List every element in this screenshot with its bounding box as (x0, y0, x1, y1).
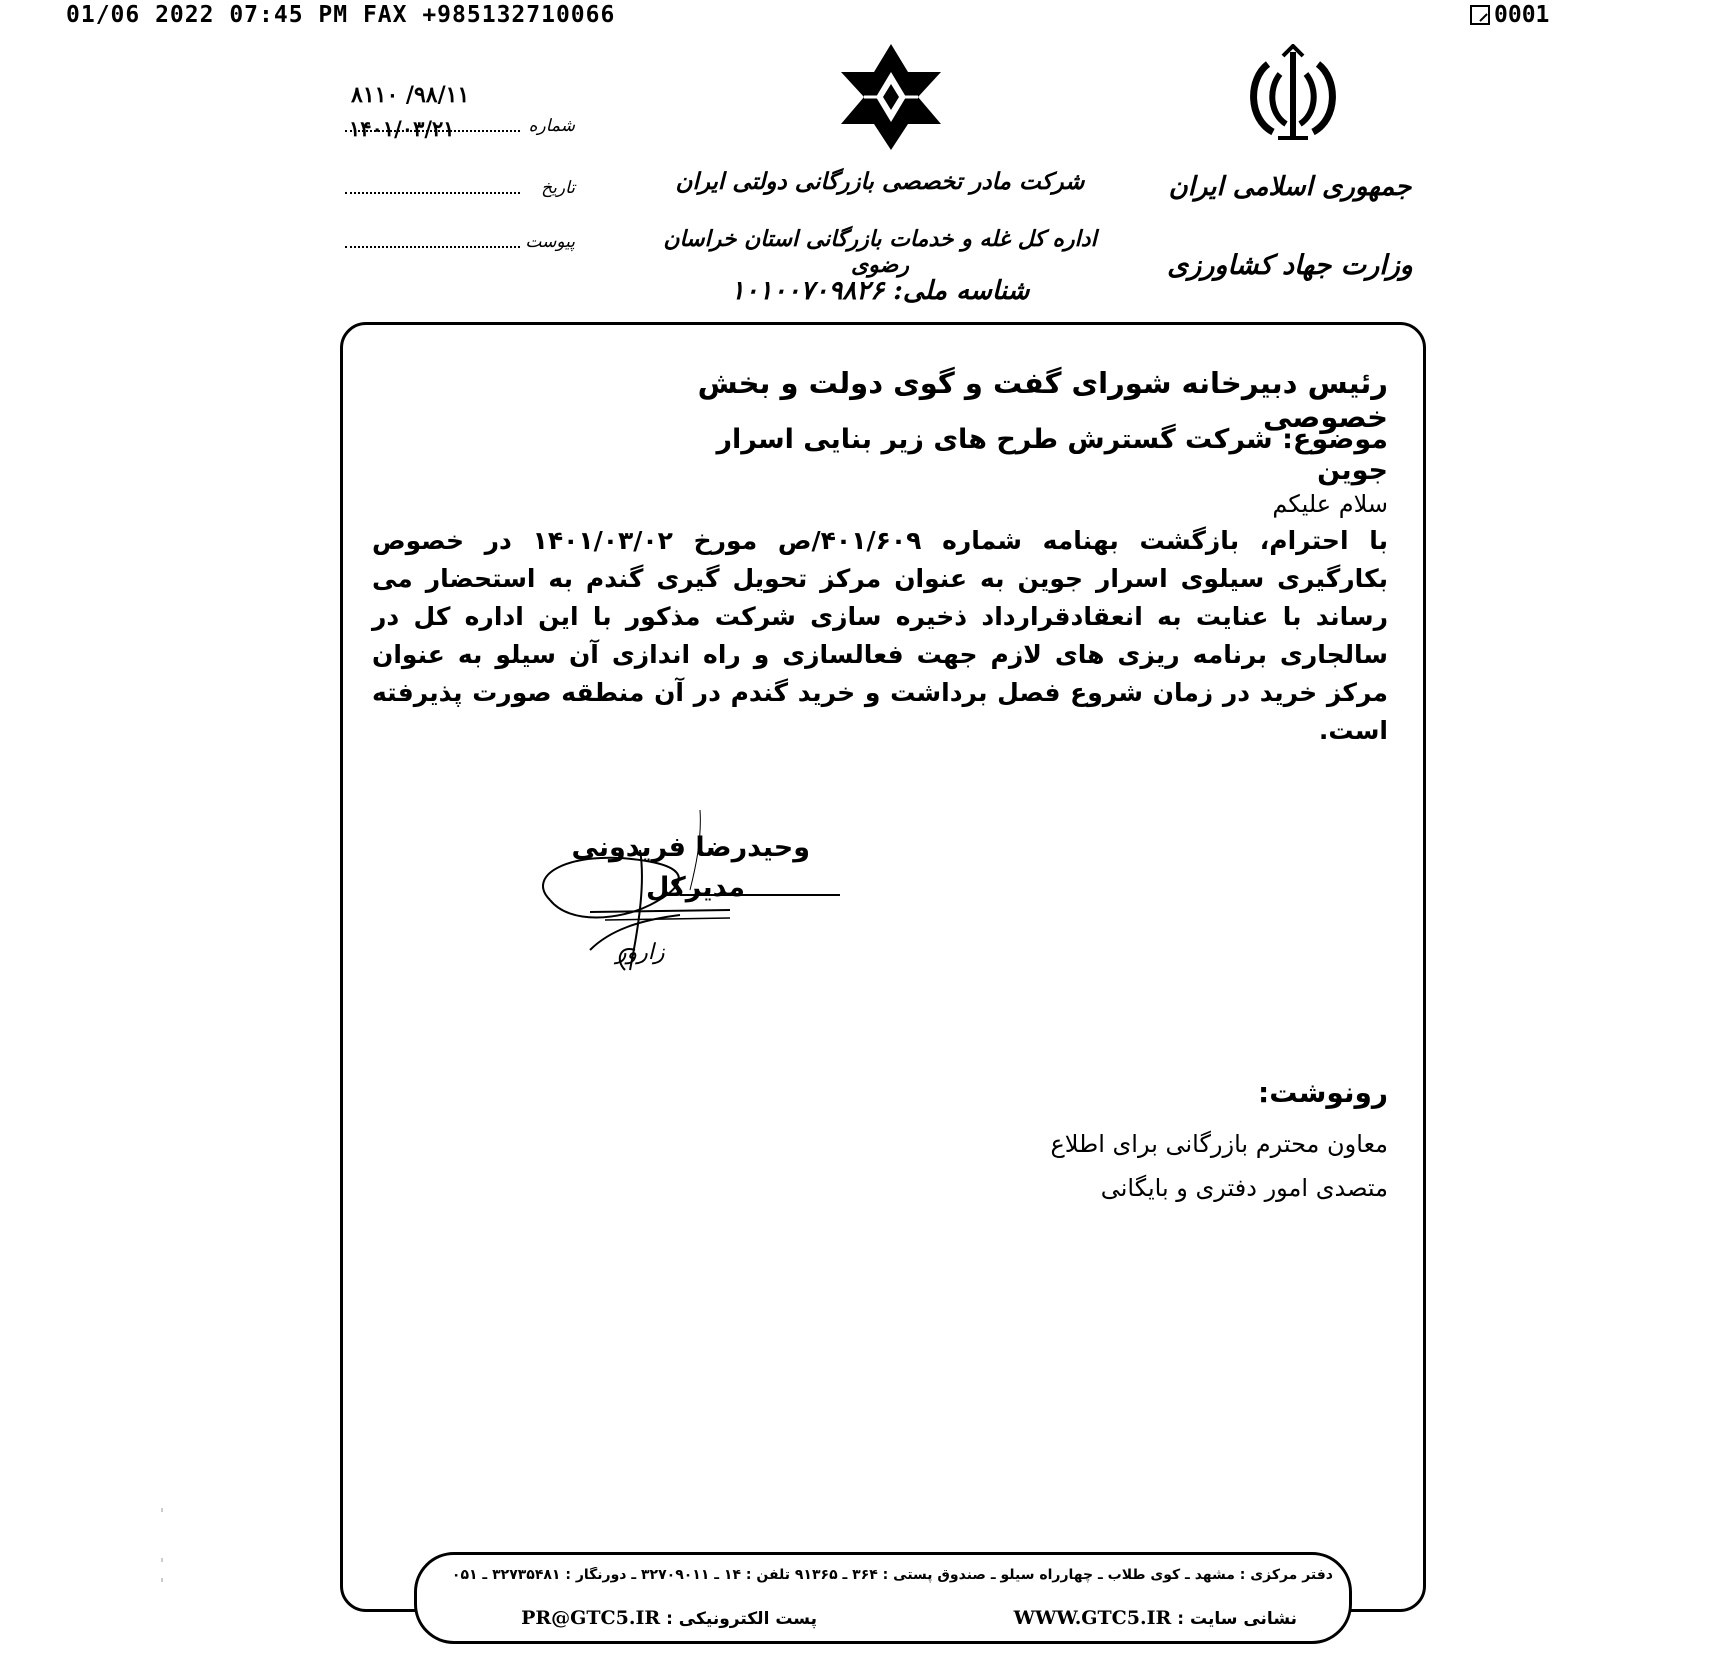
letter-attachment-row (345, 228, 575, 252)
letter-date-value: ۱۴۰۱/۰۳/۲۱ (349, 116, 455, 141)
fax-page-counter (1470, 2, 1549, 28)
cc-title: رونوشت: (1258, 1076, 1388, 1109)
cc-item: معاون محترم بازرگانی برای اطلاع (1050, 1130, 1388, 1158)
cc-item: متصدی امور دفتری و بایگانی (1100, 1174, 1388, 1202)
letter-subject: موضوع: شرکت گسترش طرح های زیر بنایی اسرار جوین (716, 424, 1388, 486)
fax-page-number: 0001 (1494, 2, 1550, 28)
signatory-name: وحیدرضا فریدونی (571, 832, 810, 863)
letter-date-row (345, 174, 575, 198)
fax-header-line: 01/06 2022 07:45 PM FAX +985132710066 (66, 2, 616, 28)
scan-edge-marks (160, 1508, 164, 1608)
company-logo-icon (836, 42, 946, 152)
republic-name: جمهوری اسلامی ایران (1168, 172, 1412, 202)
letter-body: با احترام، بازگشت بهنامه شماره ۴۰۱/۶۰۹/ص مورخ ۱۴۰۱/۰۳/۰۲ در خصوص بکارگیری سیلوی اسرار جوین به عنوان مرکز تحویل گیری گندم به استحضار می رساند با عنایت به انعقادقرارداد ذخیره سازی شرکت مذکور با این اداره کل در سالجاری برنامه ریزی های لازم جهت فعالسازی و راه اندازی آن سیلو به عنوان مرکز خرید در زمان شروع فصل برداشت و خرید گندم در آن منطقه صورت پذیرفته است. (372, 526, 1388, 745)
letter-recipient: رئیس دبیرخانه شورای گفت و گوی دولت و بخش خصوصی (697, 366, 1388, 434)
letter-number-label: شماره (528, 116, 575, 136)
footer-email-value: PR@GTC5.IR (521, 1607, 661, 1629)
footer-website-value: WWW.GTC5.IR (1013, 1607, 1172, 1629)
letter-attachment-label: پیوست (525, 232, 575, 252)
letter-salutation: سلام علیکم (1272, 490, 1388, 518)
footer-website (997, 1607, 1297, 1629)
letter-number-value: ۹۸/۱۱/ ۸۱۱۰ (351, 82, 470, 108)
ministry-name: وزارت جهاد کشاورزی (1167, 250, 1413, 281)
signatory-title: مدیرکل (645, 872, 745, 903)
dotted-line (345, 192, 520, 194)
company-name: شرکت مادر تخصصی بازرگانی دولتی ایران (675, 168, 1085, 195)
handwritten-note: زارور (616, 940, 665, 965)
footer-email (517, 1607, 817, 1629)
footer-address: دفتر مرکزی : مشهد ـ کوی طلاب ـ چهارراه سیلو ـ صندوق پستی : ۳۶۴ ـ ۹۱۳۶۵ تلفن : ۱۴ ـ ۳۲۷۰۹۰۱۱ ـ دورنگار : ۳۲۷۳۵۴۸۱ ـ ۰۵۱ (451, 1567, 1333, 1583)
letter-footer (414, 1552, 1352, 1644)
footer-website-label: نشانی سایت : (1177, 1609, 1297, 1629)
iran-emblem-icon (1238, 44, 1348, 144)
letter-date-label: تاریخ (541, 178, 575, 198)
national-id: شناسه ملی: ۱۰۱۰۰۷۰۹۸۲۶ (730, 276, 1030, 306)
dotted-line (345, 246, 520, 248)
checkbox-icon (1470, 5, 1490, 25)
office-name: اداره کل غله و خدمات بازرگانی استان خراسان رضوی (663, 226, 1097, 278)
footer-email-label: پست الکترونیکی : (666, 1609, 817, 1629)
